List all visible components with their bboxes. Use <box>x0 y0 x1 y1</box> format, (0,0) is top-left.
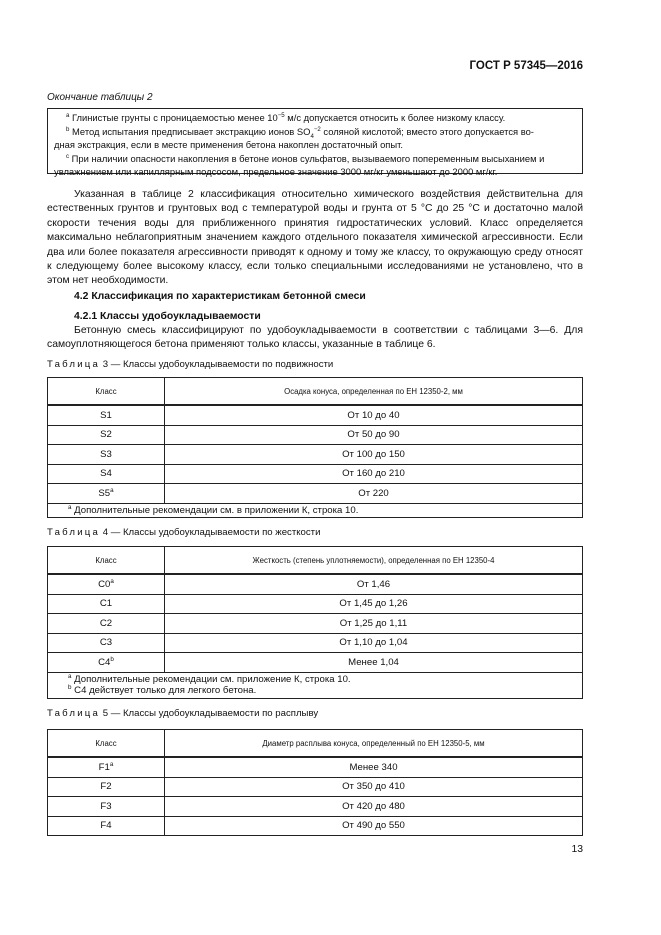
table2-note-b: $^b$ Метод испытания предписывает экстракцию ионов $SO_4^{-2}$ соляной кислотой; вместо этого допускается во- <box>66 125 534 140</box>
standard-number: ГОСТ Р 57345—2016 <box>469 60 583 72</box>
table-notes-row <box>48 503 583 518</box>
section-heading-4-2-1: 4.2.1 Классы удобоукладываемости <box>74 311 261 322</box>
table5-caption: Таблица 5 — Классы удобоукладываемости по расплыву <box>47 708 319 719</box>
table-row: C1 От 1,45 до 1,26 <box>48 594 583 614</box>
table2-note-c: $^c$ При наличии опасности накопления в бетоне ионов сульфатов, вызываемого попеременным высыханием и <box>66 152 545 164</box>
table-header-row <box>48 378 583 406</box>
table-row: C0$^a$ От 1,46 <box>48 574 583 594</box>
table3-note-a: $^a$ Дополнительные рекомендации см. в приложении К, строка 10. <box>48 503 583 518</box>
table5 <box>47 729 583 836</box>
table2-note-a: $^a$ Глинистые грунты с проницаемостью менее $10^{-5}$ м/с допускается относить к более низкому классу. <box>66 111 506 123</box>
table-row: C3 От 1,10 до 1,04 <box>48 633 583 653</box>
table-row: C2 От 1,25 до 1,11 <box>48 614 583 634</box>
table-header-row <box>48 547 583 575</box>
table4-caption: Таблица 4 — Классы удобоукладываемости по жесткости <box>47 527 321 538</box>
table-row: F4 От 490 до 550 <box>48 816 583 836</box>
table-row: S4 От 160 до 210 <box>48 464 583 484</box>
table-row: S2 От 50 до 90 <box>48 425 583 445</box>
paragraph-workability: Бетонную смесь классифицируют по удобоукладываемости в соответствии с таблицами 3—6. Для самоуплотняющегося бетона применяют только классы, указанные в таблице 6. <box>47 325 583 351</box>
table-row: C4$^b$ Менее 1,04 <box>48 653 583 673</box>
table2-note-b-cont: дная экстракция, если в месте применения бетона накоплен достаточный опыт. <box>54 139 403 150</box>
page-number: 13 <box>571 844 583 855</box>
section-heading-4-2: 4.2 Классификация по характеристикам бетонной смеси <box>74 291 366 302</box>
table-row: F2 От 350 до 410 <box>48 777 583 797</box>
column-header-value: Жесткость (степень уплотняемости), определенная по ЕН 12350-4 <box>165 547 583 575</box>
table-notes-row <box>48 672 583 698</box>
table3 <box>47 377 583 518</box>
table4 <box>47 546 583 699</box>
table2-notes <box>47 108 583 177</box>
table-header-row <box>48 730 583 758</box>
table-row: F1$^a$ Менее 340 <box>48 757 583 777</box>
table3-caption: Таблица 3 — Классы удобоукладываемости по подвижности <box>47 359 334 370</box>
table-row: S3 От 100 до 150 <box>48 445 583 465</box>
column-header-class: Класс <box>48 378 165 406</box>
table4-notes: $^a$ Дополнительные рекомендации см. приложение К, строка 10. $^b$ С4 действует только для легкого бетона. <box>48 672 583 698</box>
column-header-class: Класс <box>48 547 165 575</box>
column-header-value: Диаметр расплыва конуса, определенный по ЕН 12350-5, мм <box>165 730 583 758</box>
table2-note-c-cont: увлажнением или капиллярным подсосом, предельное значение 3000 мг/кг уменьшают до 2000 мг/кг. <box>54 166 498 177</box>
table-continuation-caption: Окончание таблицы 2 <box>47 92 153 103</box>
paragraph-classification: Указанная в таблице 2 классификация относительно химического воздействия действительна для естественных грунтов и грунтовых вод с температурой воды и грунта от 5 °С до 25 °С и достаточно малой скорости течения воды для приближенного принятия гидростатических условий. Класс определяется максимально неблагоприятным значением каждого отдельного показателя химической агрессивности. Если два или более показателя агрессивности приводят к одному и тому же классу, то окружающую среду относят к следующему более высокому классу, если только специальными исследованиями не установлено, что в этом нет необходимости. <box>47 189 583 287</box>
column-header-class: Класс <box>48 730 165 758</box>
table-row: F3 От 420 до 480 <box>48 797 583 817</box>
table-row: S5$^a$ От 220 <box>48 484 583 504</box>
table-row: S1 От 10 до 40 <box>48 405 583 425</box>
column-header-value: Осадка конуса, определенная по ЕН 12350-2, мм <box>165 378 583 406</box>
